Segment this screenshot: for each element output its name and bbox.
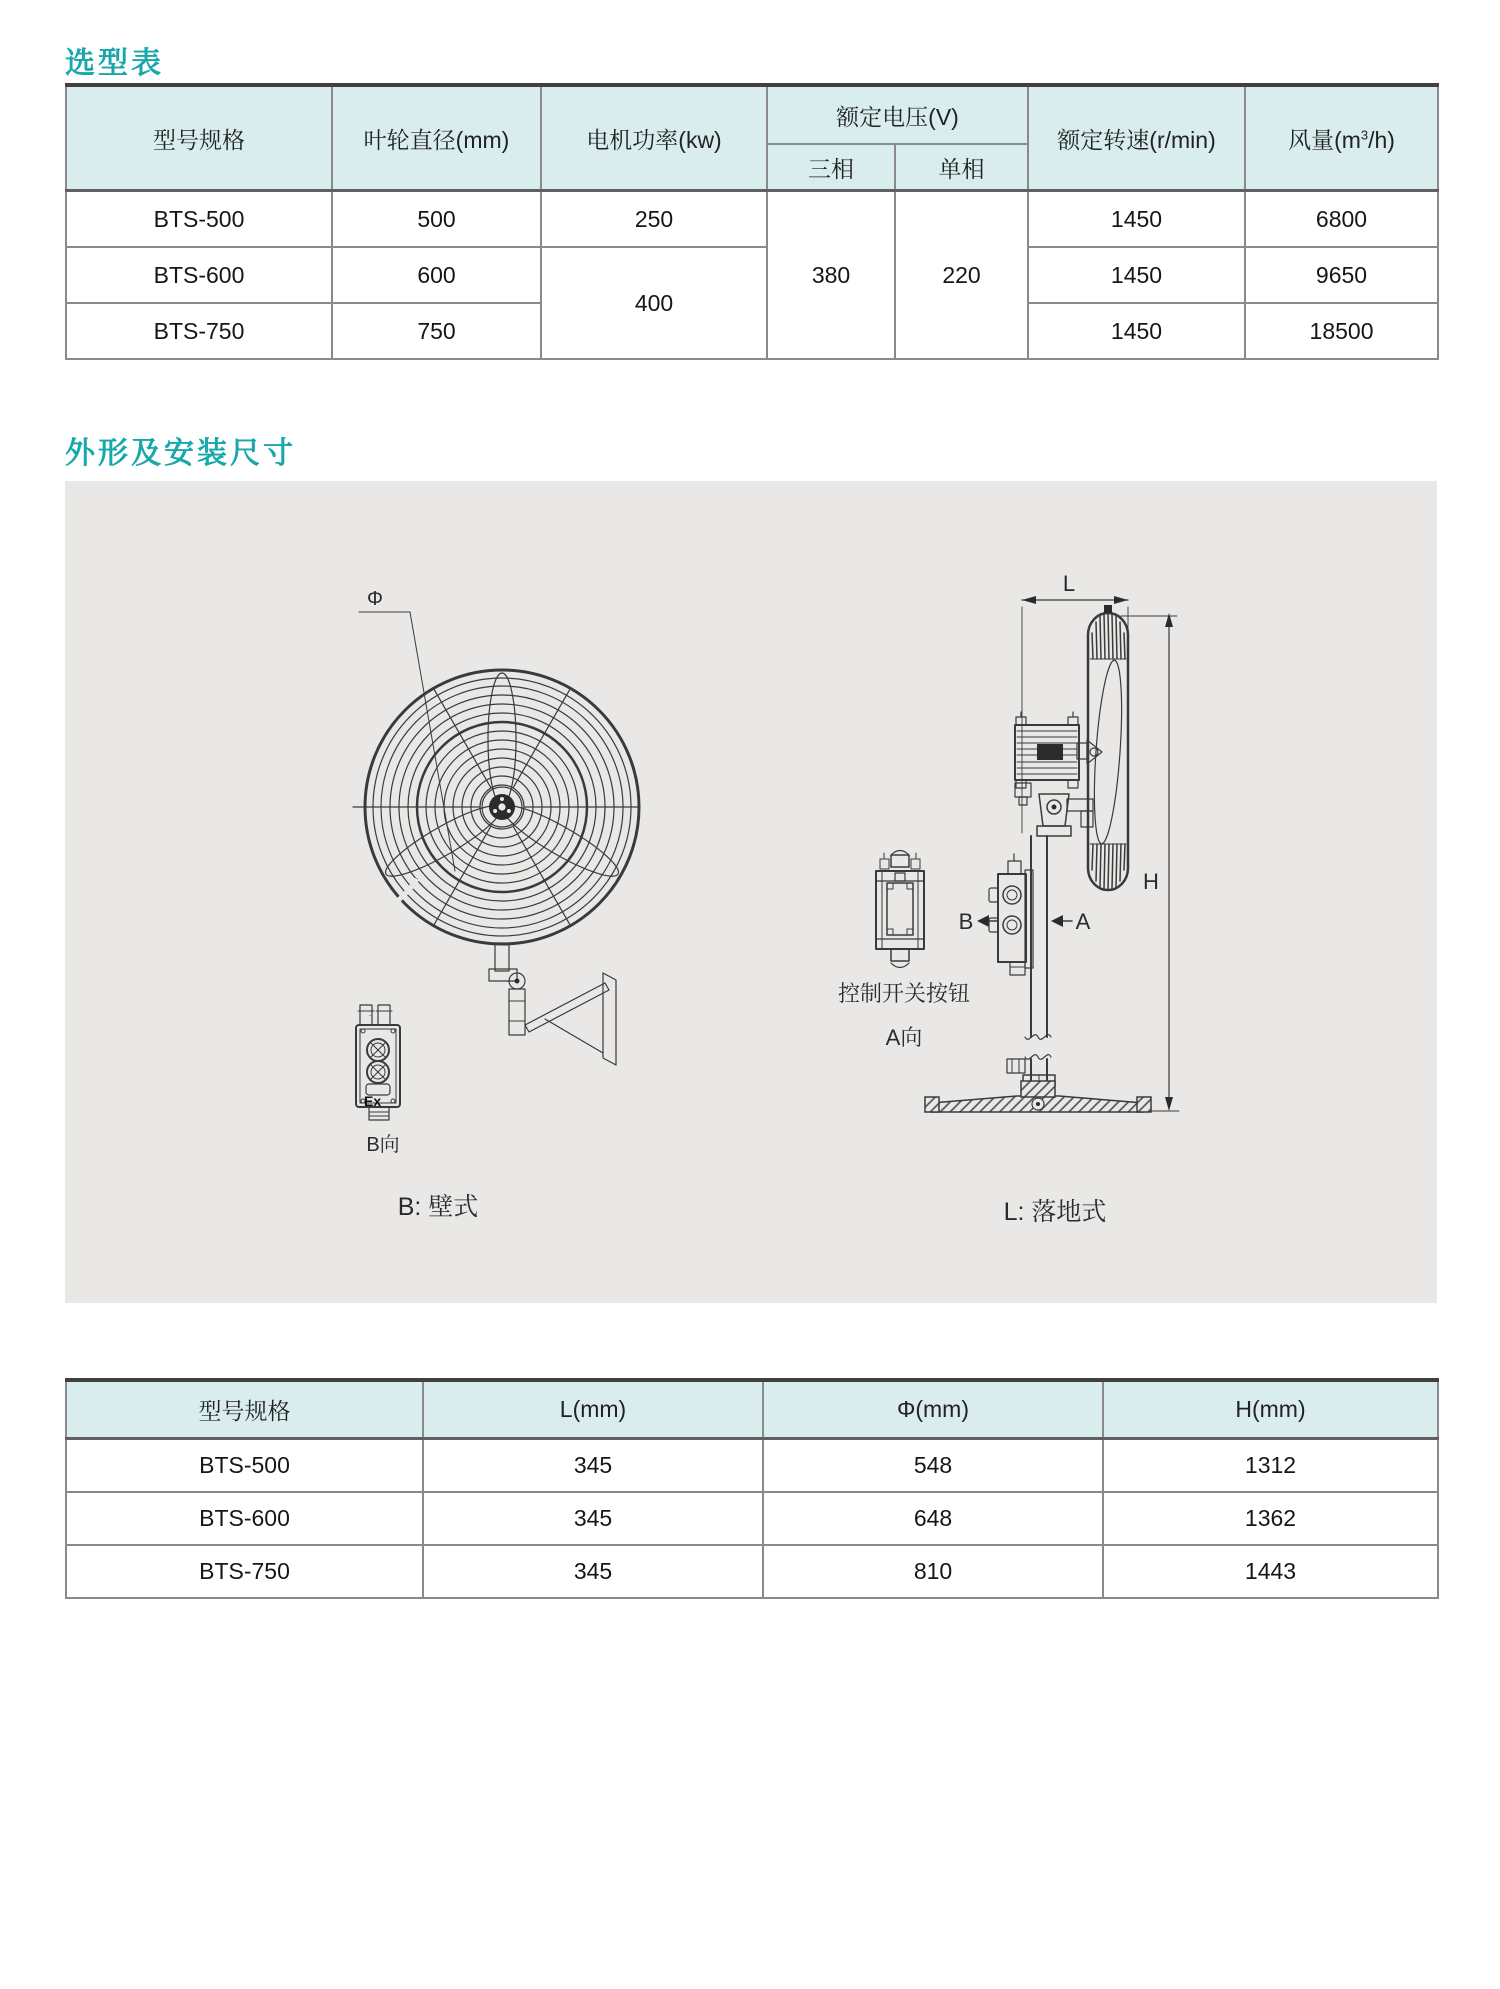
phi-label: Φ [367, 588, 383, 610]
selection-section-title: 选型表 [65, 47, 164, 80]
cell-h: 1443 [1103, 1545, 1438, 1598]
cell-voltage-single-phase: 220 [895, 191, 1028, 360]
cell-model: BTS-500 [66, 1439, 423, 1493]
arrow-a-label: A [1075, 909, 1091, 934]
phi-leader [359, 612, 455, 871]
col-header-l: L(mm) [423, 1380, 763, 1439]
col-header-impeller: 叶轮直径(mm) [332, 85, 541, 191]
col-header-model: 型号规格 [66, 1380, 423, 1439]
arrow-b-label: B [958, 909, 974, 934]
selection-table [65, 83, 1439, 360]
ex-label: Ex [364, 1093, 382, 1109]
technical-drawing [65, 481, 1437, 1303]
fan-blades [379, 673, 625, 886]
switch-box-a-view [876, 851, 924, 968]
cell-h: 1312 [1103, 1439, 1438, 1493]
cell-l: 345 [423, 1492, 763, 1545]
cell-l: 345 [423, 1439, 763, 1493]
wall-fan-front-view [353, 588, 639, 1221]
grille-ribs-bottom [1092, 844, 1125, 890]
airflow-suffix: /h) [1368, 126, 1395, 153]
a-view-label: A向 [885, 1025, 923, 1050]
col-header-airflow [1245, 85, 1438, 191]
cell-phi: 810 [763, 1545, 1103, 1598]
cell-model: BTS-600 [66, 1492, 423, 1545]
col-header-phi: Φ(mm) [763, 1380, 1103, 1439]
conduit [361, 879, 417, 1015]
table-row [66, 1439, 1438, 1493]
cell-impeller: 600 [332, 247, 541, 303]
cell-l: 345 [423, 1545, 763, 1598]
cell-impeller: 750 [332, 303, 541, 359]
floor-base [925, 1081, 1151, 1112]
cell-model: BTS-500 [66, 191, 332, 248]
fan-head-side [1077, 605, 1128, 890]
col-header-h: H(mm) [1103, 1380, 1438, 1439]
cell-model: BTS-750 [66, 303, 332, 359]
view-arrow-a [1051, 915, 1072, 927]
col-header-voltage: 额定电压(V) [767, 85, 1028, 144]
airflow-sup: 3 [1360, 126, 1369, 142]
tilt-pivot-assembly [1015, 783, 1093, 836]
cell-airflow: 6800 [1245, 191, 1438, 248]
h-dim-label: H [1143, 869, 1159, 894]
table-row [66, 247, 1438, 303]
table-row [66, 1545, 1438, 1598]
floor-fan-side-view [838, 571, 1179, 1226]
cell-phi: 648 [763, 1492, 1103, 1545]
pole-control-box [989, 854, 1033, 975]
cell-power-shared: 400 [541, 247, 767, 359]
button-bottom [367, 1061, 389, 1083]
cell-speed: 1450 [1028, 303, 1245, 359]
col-header-three-phase: 三相 [767, 144, 895, 191]
airflow-prefix: 风量(m [1288, 126, 1361, 153]
cell-model: BTS-600 [66, 247, 332, 303]
cell-h: 1362 [1103, 1492, 1438, 1545]
b-view-label: B向 [366, 1134, 400, 1156]
dimension-table [65, 1378, 1439, 1599]
cell-speed: 1450 [1028, 247, 1245, 303]
control-box-b-view [356, 1005, 400, 1120]
floor-stand-caption: L: 落地式 [1003, 1198, 1107, 1226]
table-row [66, 191, 1438, 248]
cell-power: 250 [541, 191, 767, 248]
col-header-speed: 额定转速(r/min) [1028, 85, 1245, 191]
cell-voltage-three-phase: 380 [767, 191, 895, 360]
cell-model: BTS-750 [66, 1545, 423, 1598]
cell-speed: 1450 [1028, 191, 1245, 248]
motor [1015, 712, 1079, 788]
drawing-panel [65, 481, 1437, 1303]
control-box-caption: 控制开关按钮 [837, 981, 971, 1006]
dimensions-section-title: 外形及安装尺寸 [65, 437, 296, 470]
wall-bracket [489, 943, 616, 1065]
cell-airflow: 18500 [1245, 303, 1438, 359]
wall-mount-caption: B: 壁式 [397, 1193, 479, 1221]
table-row [66, 1492, 1438, 1545]
col-header-model: 型号规格 [66, 85, 332, 191]
cell-impeller: 500 [332, 191, 541, 248]
grille-ribs-top [1092, 613, 1125, 659]
view-arrow-b [977, 915, 998, 927]
h-dimension [1121, 613, 1179, 1111]
cell-airflow: 9650 [1245, 247, 1438, 303]
cell-phi: 548 [763, 1439, 1103, 1493]
col-header-single-phase: 单相 [895, 144, 1028, 191]
button-top [367, 1039, 389, 1061]
l-dim-label: L [1062, 571, 1076, 596]
col-header-power: 电机功率(kw) [541, 85, 767, 191]
